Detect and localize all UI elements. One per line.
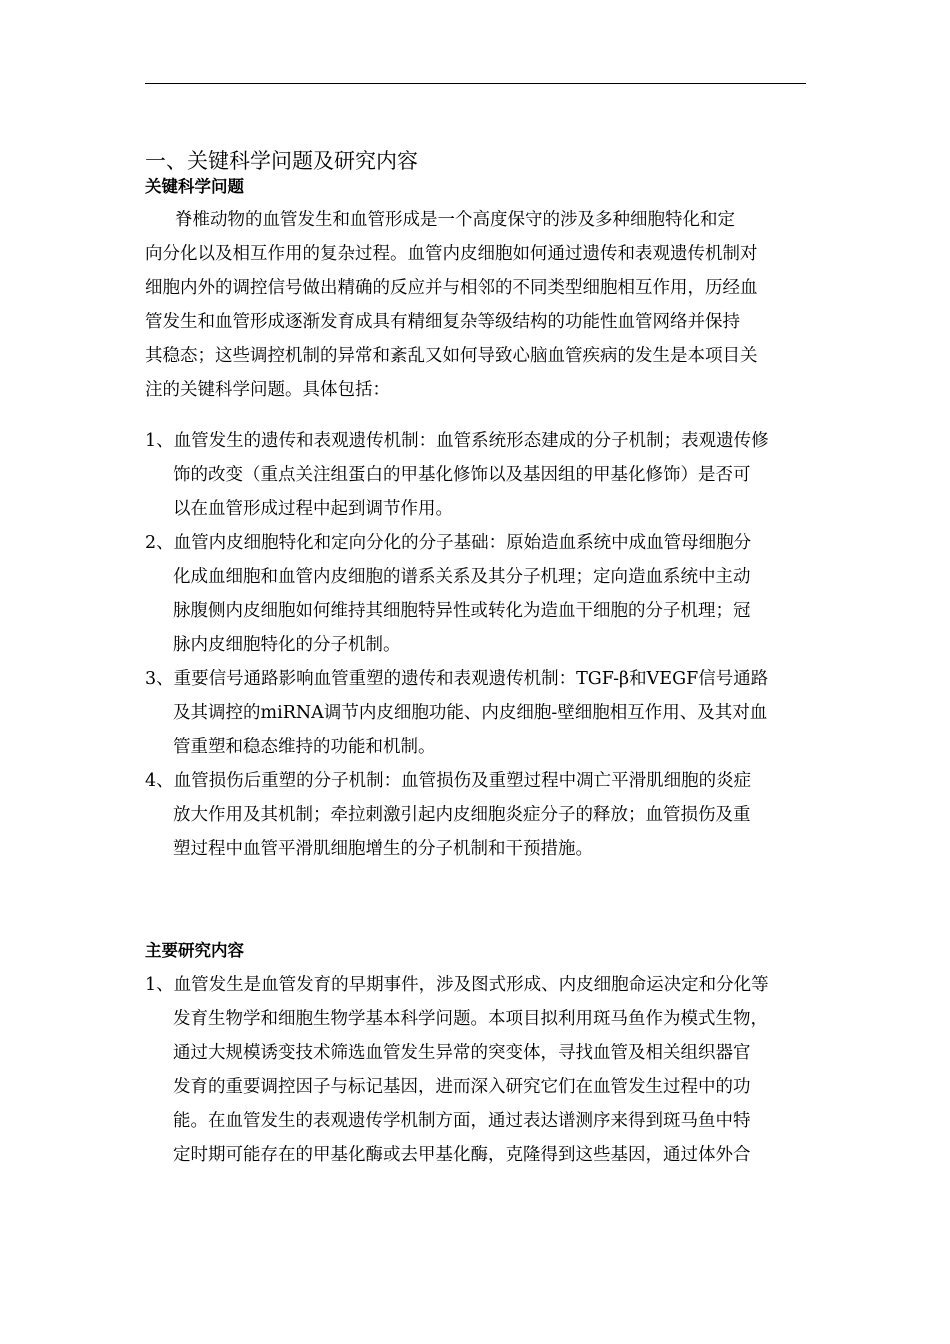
- header-rule: [145, 83, 806, 84]
- list-item-line: 及其调控的miRNA调节内皮细胞功能、内皮细胞-壁细胞相互作用、及其对血: [173, 703, 768, 723]
- intro-line: 管发生和血管形成逐渐发育成具有精细复杂等级结构的功能性血管网络并保持: [145, 312, 740, 332]
- key-questions-list: [145, 424, 825, 866]
- list-item-line: 能。在血管发生的表观遗传学机制方面，通过表达谱测序来得到斑马鱼中特: [173, 1111, 751, 1131]
- list-item-line: 饰的改变（重点关注组蛋白的甲基化修饰以及基因组的甲基化修饰）是否可: [173, 465, 751, 485]
- list-item-line: 通过大规模诱变技术筛选血管发生异常的突变体，寻找血管及相关组织器官: [173, 1043, 751, 1063]
- section-title: 一、关键科学问题及研究内容: [145, 149, 418, 173]
- list-item-line: 4、血管损伤后重塑的分子机制：血管损伤及重塑过程中凋亡平滑肌细胞的炎症: [145, 771, 752, 791]
- list-item-line: 脉内皮细胞特化的分子机制。: [173, 635, 401, 655]
- list-item: [145, 968, 825, 1172]
- main-content-list: [145, 968, 825, 1172]
- list-item-line: 脉腹侧内皮细胞如何维持其细胞特异性或转化为造血干细胞的分子机理；冠: [173, 601, 751, 621]
- intro-line: 脊椎动物的血管发生和血管形成是一个高度保守的涉及多种细胞特化和定: [175, 210, 735, 230]
- key-questions-heading: 关键科学问题: [145, 177, 244, 196]
- list-item-line: 化成血细胞和血管内皮细胞的谱系关系及其分子机理；定向造血系统中主动: [173, 567, 751, 587]
- intro-line: 注的关键科学问题。具体包括：: [145, 380, 390, 400]
- list-item-line: 发育生物学和细胞生物学基本科学问题。本项目拟利用斑马鱼作为模式生物，: [173, 1009, 768, 1029]
- list-item-line: 1、血管发生的遗传和表观遗传机制：血管系统形态建成的分子机制；表观遗传修: [145, 431, 769, 451]
- list-item: [145, 662, 825, 764]
- list-item-line: 发育的重要调控因子与标记基因，进而深入研究它们在血管发生过程中的功: [173, 1077, 751, 1097]
- main-content-heading: 主要研究内容: [145, 941, 244, 960]
- intro-line: 细胞内外的调控信号做出精确的反应并与相邻的不同类型细胞相互作用，历经血: [145, 278, 758, 298]
- list-item-line: 定时期可能存在的甲基化酶或去甲基化酶，克隆得到这些基因，通过体外合: [173, 1145, 751, 1165]
- list-item-line: 管重塑和稳态维持的功能和机制。: [173, 737, 436, 757]
- intro-line: 向分化以及相互作用的复杂过程。血管内皮细胞如何通过遗传和表观遗传机制对: [145, 244, 758, 264]
- key-questions-intro: [145, 203, 825, 407]
- intro-line: 其稳态；这些调控机制的异常和紊乱又如何导致心脑血管疾病的发生是本项目关: [145, 346, 758, 366]
- list-item: [145, 424, 825, 526]
- list-item-line: 2、血管内皮细胞特化和定向分化的分子基础：原始造血系统中成血管母细胞分: [145, 533, 752, 553]
- list-item-line: 以在血管形成过程中起到调节作用。: [173, 499, 453, 519]
- list-item: [145, 526, 825, 662]
- list-item-line: 放大作用及其机制；牵拉刺激引起内皮细胞炎症分子的释放；血管损伤及重: [173, 805, 751, 825]
- list-item: [145, 764, 825, 866]
- list-item-line: 塑过程中血管平滑肌细胞增生的分子机制和干预措施。: [173, 839, 593, 859]
- list-item-line: 1、血管发生是血管发育的早期事件，涉及图式形成、内皮细胞命运决定和分化等: [145, 975, 769, 995]
- list-item-line: 3、重要信号通路影响血管重塑的遗传和表观遗传机制：TGF-β和VEGF信号通路: [145, 669, 769, 689]
